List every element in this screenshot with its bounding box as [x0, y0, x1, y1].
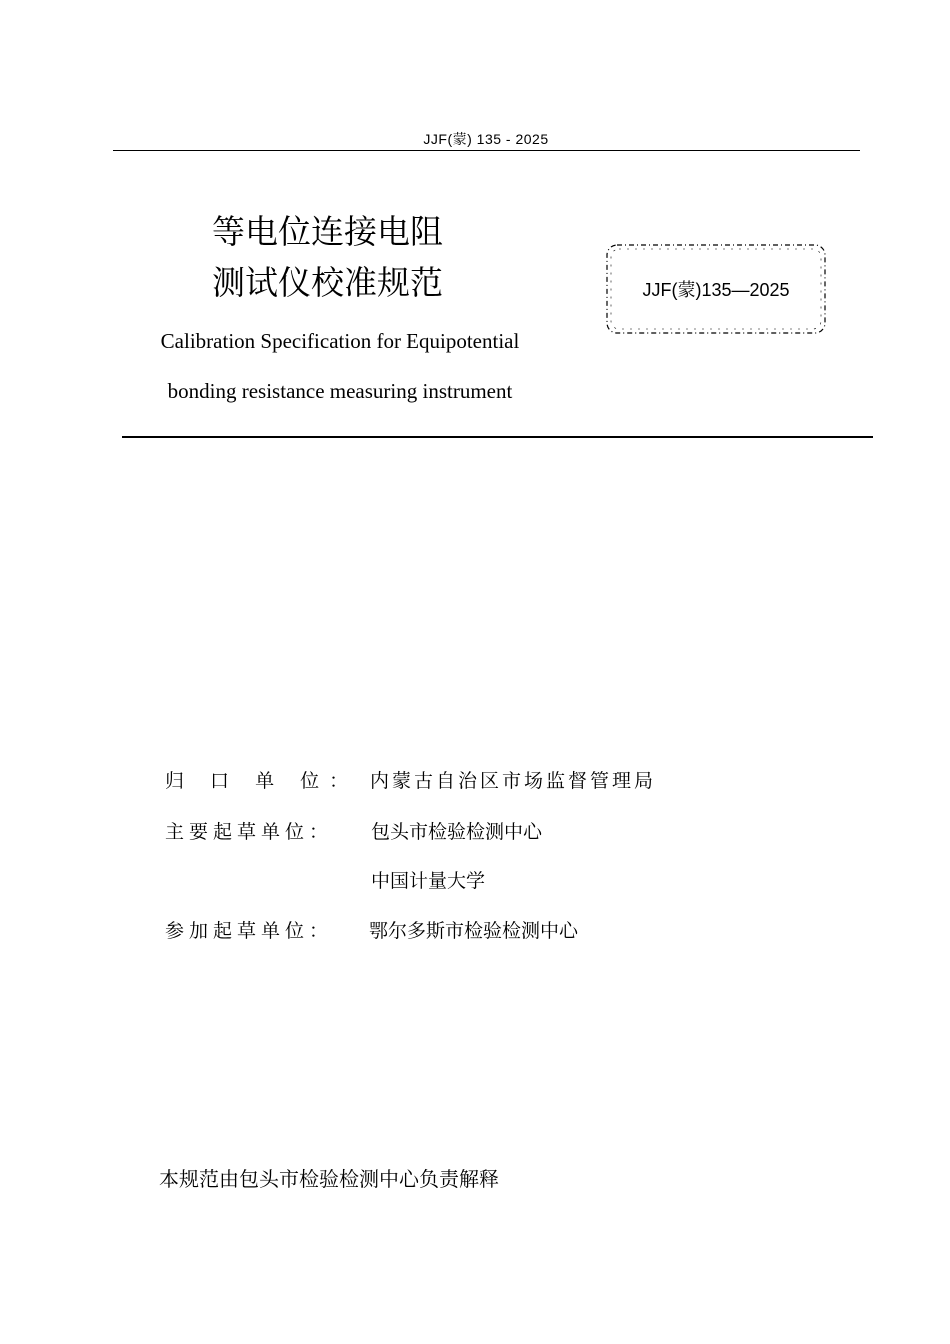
main-drafting-unit-label: 主要起草单位： [165, 821, 334, 843]
header-divider [113, 150, 860, 151]
badge-code: JJF(蒙)135—2025 [642, 280, 790, 300]
participating-unit-value: 鄂尔多斯市检验检测中心 [369, 920, 579, 942]
main-drafting-unit-value-1: 包头市检验检测中心 [371, 821, 543, 843]
main-drafting-unit-value-2: 中国计量大学 [371, 870, 486, 892]
interpretation-note: 本规范由包头市检验检测中心负责解释 [159, 1167, 499, 1191]
chinese-title [212, 206, 443, 308]
title-divider [122, 436, 873, 438]
english-title [144, 316, 536, 416]
english-title-line-2: bonding resistance measuring instrument [167, 379, 513, 403]
header-standard-code: JJF(蒙) 135 - 2025 [423, 131, 549, 147]
competent-unit-label: 归 口 单 位： [165, 770, 359, 792]
english-title-line-1: Calibration Specification for Equipotential [160, 329, 520, 353]
participating-unit-label: 参加起草单位： [165, 920, 334, 942]
competent-unit-value: 内蒙古自治区市场监督管理局 [370, 770, 657, 792]
standard-number-badge [604, 242, 828, 336]
chinese-title-line-2: 测试仪校准规范 [212, 263, 443, 302]
chinese-title-line-1: 等电位连接电阻 [212, 212, 443, 251]
